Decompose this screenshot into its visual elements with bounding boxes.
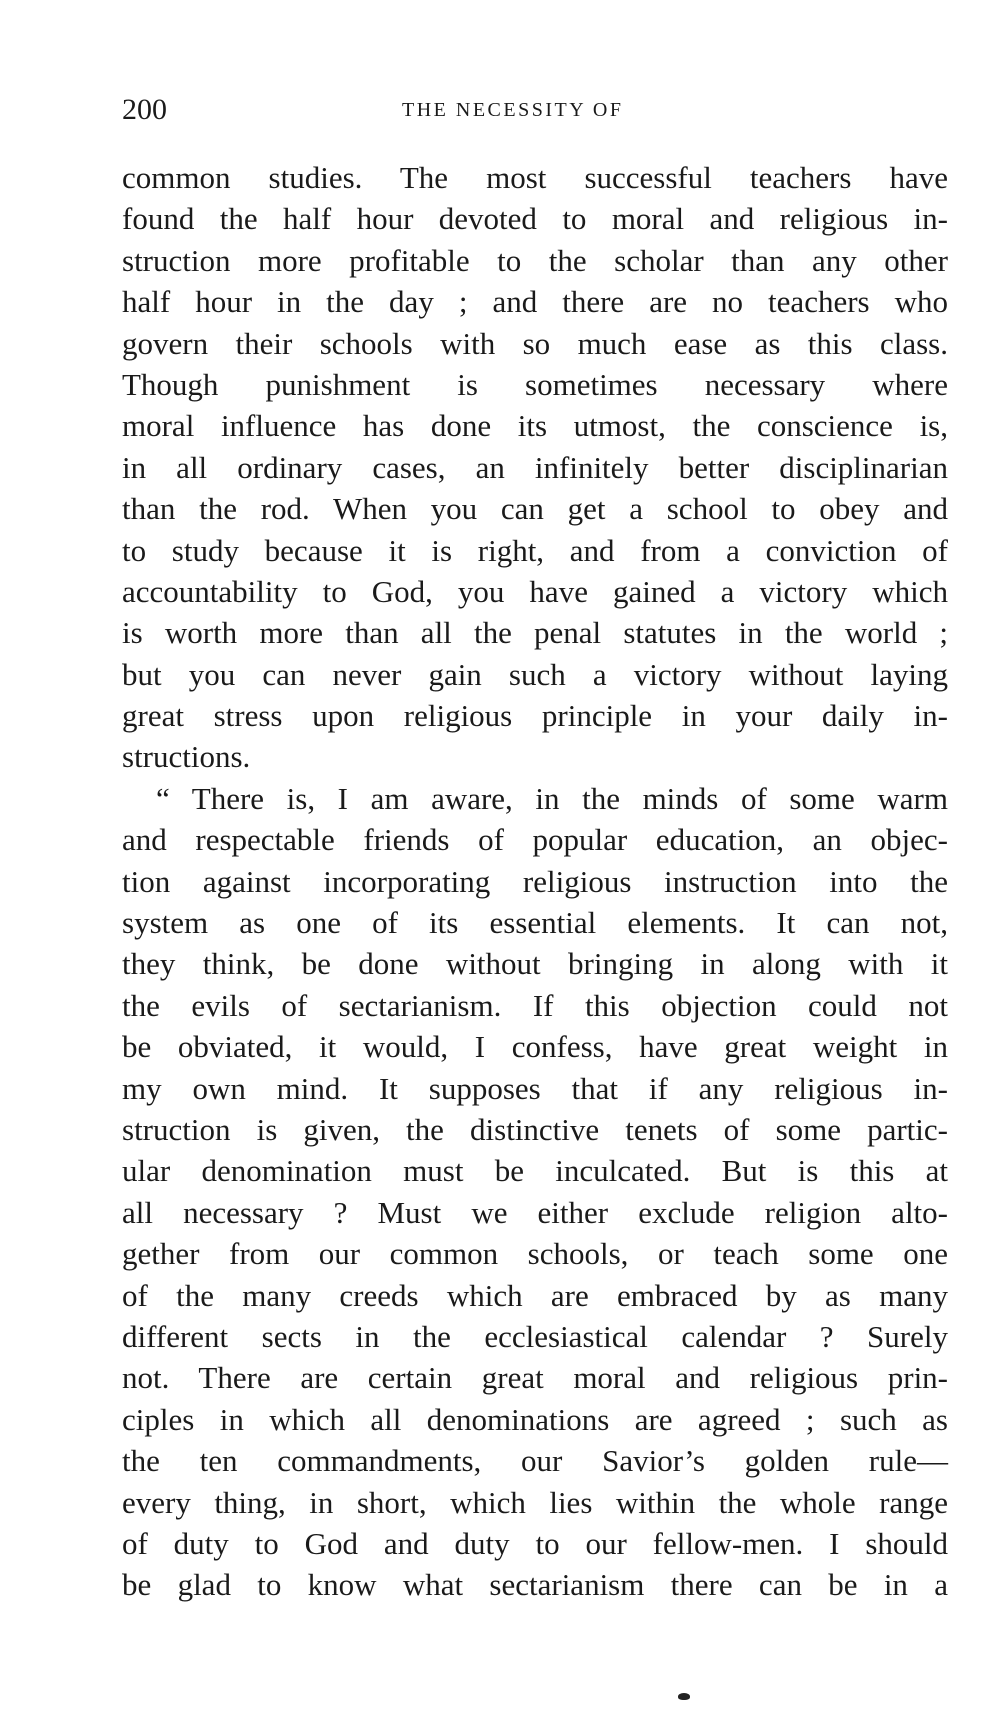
text-line: is worth more than all the penal statutes in the world ; bbox=[122, 615, 948, 651]
text-line: and respectable friends of popular education, an objec- bbox=[122, 822, 948, 858]
text-line: tion against incorporating religious instruction into the bbox=[122, 863, 948, 899]
text-line: Though punishment is sometimes necessary where bbox=[122, 366, 948, 402]
text-line: all necessary ? Must we either exclude religion alto- bbox=[122, 1194, 948, 1230]
text-line: my own mind. It supposes that if any religious in- bbox=[122, 1070, 948, 1106]
running-head bbox=[122, 90, 948, 130]
running-title: THE NECESSITY OF bbox=[402, 99, 624, 121]
text-line: the evils of sectarianism. If this objection could not bbox=[122, 987, 948, 1023]
text-line: common studies. The most successful teachers have bbox=[122, 160, 948, 195]
text-line: half hour in the day ; and there are no teachers who bbox=[122, 284, 948, 320]
text-line: different sects in the ecclesiastical calendar ? Surely bbox=[122, 1318, 948, 1354]
text-line: be glad to know what sectarianism there can be in a bbox=[122, 1567, 948, 1603]
text-line: the ten commandments, our Savior’s golden rule— bbox=[122, 1443, 948, 1479]
text-line: accountability to God, you have gained a victory which bbox=[122, 573, 948, 609]
text-line: but you can never gain such a victory without laying bbox=[122, 656, 948, 692]
text-line: ular denomination must be inculcated. But is this at bbox=[122, 1153, 948, 1189]
page-number: 200 bbox=[122, 93, 167, 126]
text-line: moral influence has done its utmost, the conscience is, bbox=[122, 408, 948, 444]
text-line: govern their schools with so much ease as this class. bbox=[122, 325, 948, 361]
text-line: to study because it is right, and from a conviction of bbox=[122, 532, 948, 568]
text-line: structions. bbox=[122, 739, 251, 775]
text-line: of duty to God and duty to our fellow-men. I should bbox=[122, 1525, 948, 1561]
text-line: ciples in which all denominations are agreed ; such as bbox=[122, 1401, 948, 1437]
text-line: struction is given, the distinctive tenets of some partic- bbox=[122, 1111, 948, 1147]
text-line: be obviated, it would, I confess, have great weight in bbox=[122, 1029, 948, 1065]
text-line: not. There are certain great moral and religious prin- bbox=[122, 1360, 948, 1396]
text-line: than the rod. When you can get a school to obey and bbox=[122, 491, 948, 527]
text-line: found the half hour devoted to moral and religious in- bbox=[122, 201, 948, 237]
text-line: gether from our common schools, or teach some one bbox=[122, 1236, 948, 1272]
text-line: in all ordinary cases, an infinitely better disciplinarian bbox=[122, 449, 948, 485]
text-line: struction more profitable to the scholar than any other bbox=[122, 242, 948, 278]
ink-spot bbox=[678, 1693, 690, 1700]
text-line: “ There is, I am aware, in the minds of some warm bbox=[156, 780, 948, 816]
text-line: great stress upon religious principle in your daily in- bbox=[122, 698, 948, 734]
text-line: they think, be done without bringing in along with it bbox=[122, 946, 948, 982]
text-line: system as one of its essential elements. It can not, bbox=[122, 905, 948, 941]
text-line: of the many creeds which are embraced by as many bbox=[122, 1277, 948, 1313]
body-text bbox=[122, 157, 948, 1606]
text-line: every thing, in short, which lies within the whole range bbox=[122, 1484, 948, 1520]
